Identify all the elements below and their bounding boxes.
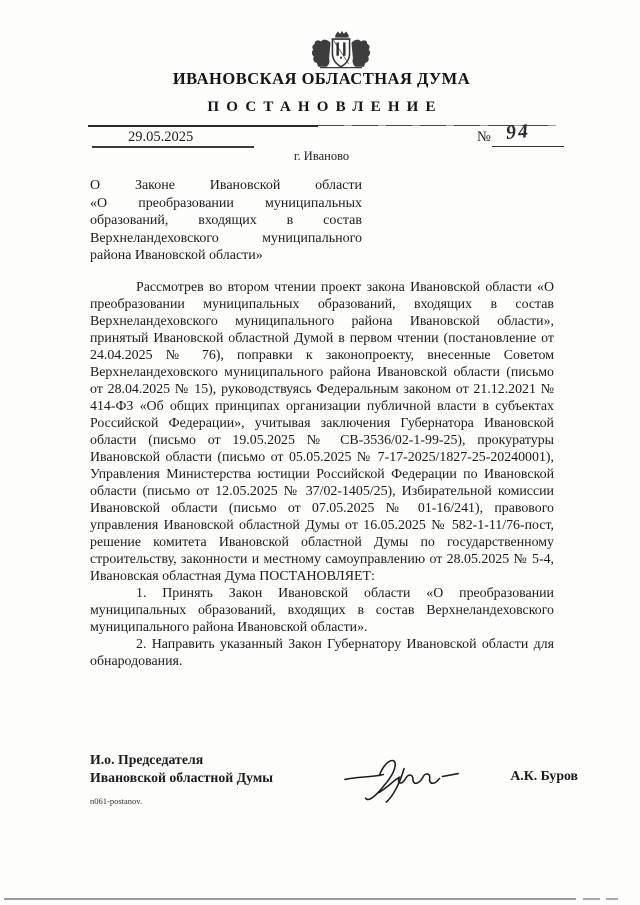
ivanovo-coat-of-arms-icon [301,28,381,73]
document-date: 29.05.2025 [128,129,194,145]
document-number-handwritten: 94 [505,119,531,145]
signer-position-line2: Ивановской областной Думы [90,769,274,785]
scan-page-edge [4,898,576,900]
organization-name: ИВАНОВСКАЯ ОБЛАСТНАЯ ДУМА [172,69,471,88]
file-reference-note: n061-postanov. [90,796,143,806]
document-type-title: ПОСТАНОВЛЕНИЕ [207,99,443,115]
preamble-paragraph: Рассмотрев во втором чтении проект закона Ивановской области «О преобразовании муниципальных образований, входящих в состав Верхнеландеховского муниципального района Ивановской области», принятый Ивановской областной Думой в первом чтении (постановление от 24.04.2025 № 76), поправки к законопроекту, внесенные Советом Верхнеландеховского муниципального района Ивановской области (письмо от 28.04.2025 № 15), руководствуясь Федеральным законом от 21.12.2021 № 414-ФЗ «Об общих принципах организации публичной власти в субъектах Российской Федерации», учитывая заключения Губернатора Ивановской области (письмо от 19.05.2025 № СВ-3536/02-1-99-25), прокуратуры Ивановской области (письмо от 05.05.2025 № 7-17-2025/1827-25-20240001), Управления Министерства юстиции Российской Федерации по Ивановской области (письмо от 12.05.2025 № 37/02-1405/25), Избирательной комиссии Ивановской области (письмо от 07.05.2025 № 01-16/241), правового управления Ивановской областной Думы от 16.05.2025 № 582-1-11/76-пост, решение комитета Ивановской областной Думы по государственному строительству, законности и местному самоуправлению от 28.05.2025 № 5-4, Ивановская областная Дума ПОСТАНОВЛЯЕТ: [90,280,554,584]
scan-page-edge [606,898,618,900]
document-body [90,279,554,670]
document-city: г. Иваново [293,149,350,163]
subject-line: Верхнеландеховского муниципального [90,230,362,246]
resolution-item-1: 1. Принять Закон Ивановской области «О преобразовании муниципальных образований, входящих в состав Верхнеландеховского муниципального района Ивановской области». [90,586,554,635]
subject-line: «О преобразовании муниципальных [90,195,362,211]
subject-line: района Ивановской области» [90,248,263,264]
scan-page-edge [583,898,600,900]
subject-line: образований, входящих в состав [90,213,362,229]
signer-position-line1: И.о. Председателя [90,752,204,767]
signer-name: А.К. Буров [510,768,578,783]
resolution-item-2: 2. Направить указанный Закон Губернатору Ивановской области для обнародования. [90,637,554,669]
header-rule-left [88,125,318,127]
date-underline [92,146,254,148]
signer-position [90,751,350,786]
document-number-label: № [477,129,491,145]
number-underline [492,146,564,147]
document-subject [90,177,362,265]
subject-line: О Законе Ивановской области [90,178,362,193]
